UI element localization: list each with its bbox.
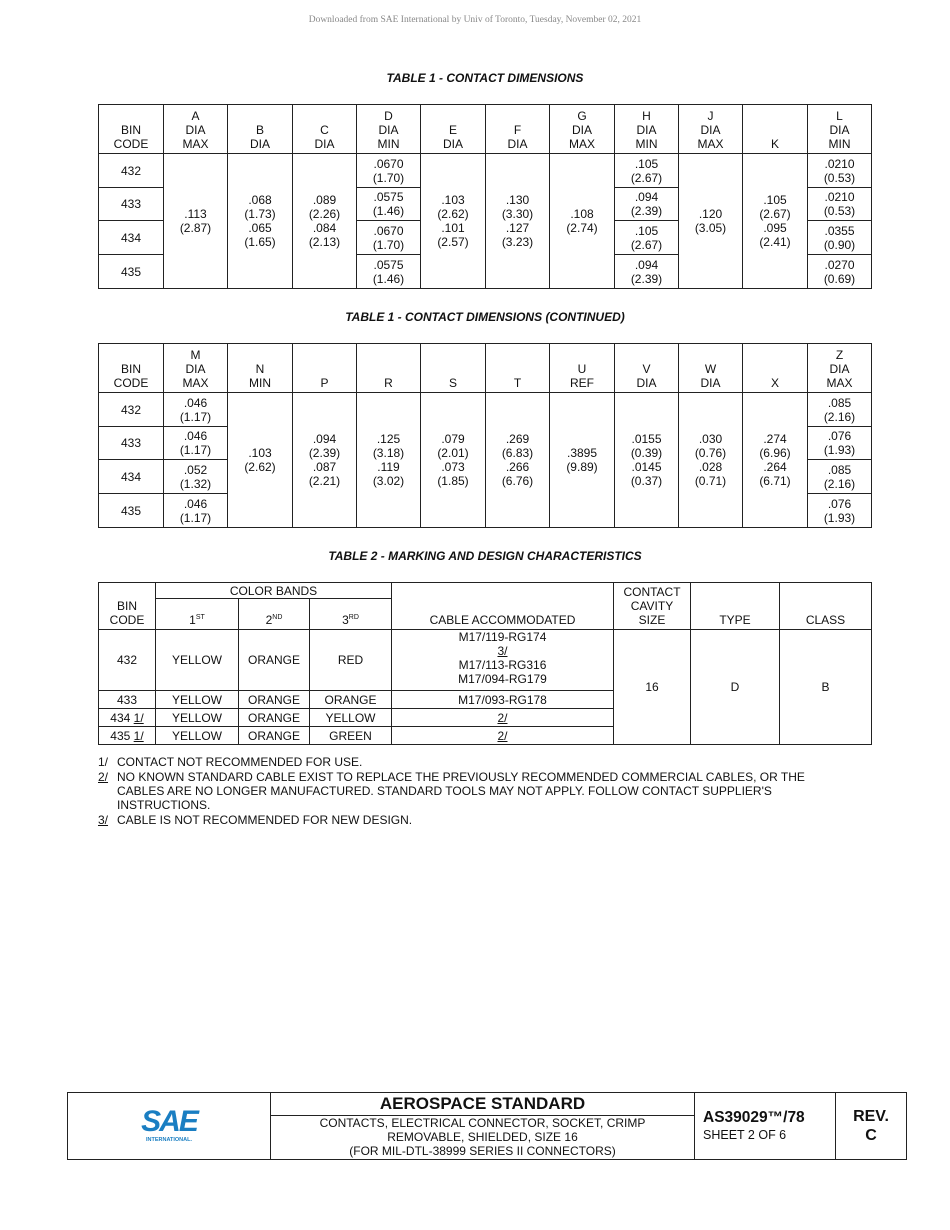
t1-b-value: .068 (1.73) .065 (1.65) (228, 154, 293, 289)
contact-class: B (780, 630, 872, 745)
notes (98, 755, 848, 827)
t1-hdr-c: C DIA (293, 105, 357, 154)
table1-header-row (99, 105, 872, 154)
band3-color: GREEN (310, 727, 392, 745)
t1c-hdr-w: W DIA (679, 344, 743, 393)
bin-code: 435 (99, 255, 164, 289)
t1-h-value: .094 (2.39) (615, 188, 679, 221)
t1-d-value: .0575 (1.46) (357, 255, 421, 289)
table1-contact-dimensions (98, 104, 872, 289)
cavity-size: 16 (614, 630, 691, 745)
t1c-w-value: .030 (0.76) .028 (0.71) (679, 393, 743, 528)
t1c-z-value: .085 (2.16) (808, 460, 872, 494)
band2-color: ORANGE (239, 709, 310, 727)
t1c-n-value: .103 (2.62) (228, 393, 293, 528)
t1-g-value: .108 (2.74) (550, 154, 615, 289)
t2-hdr-band1: 1ST (156, 599, 239, 630)
t1c-hdr-z: Z DIA MAX (808, 344, 872, 393)
band2-color: ORANGE (239, 630, 310, 691)
t2-hdr-cavity: CONTACT CAVITY SIZE (614, 583, 691, 630)
t1c-u-value: .3895 (9.89) (550, 393, 615, 528)
t1-j-value: .120 (3.05) (679, 154, 743, 289)
note-3: 3/ CABLE IS NOT RECOMMENDED FOR NEW DESIGN. (98, 813, 413, 827)
t2-hdr-cable: CABLE ACCOMMODATED (392, 583, 614, 630)
t1-l-value: .0210 (0.53) (808, 154, 872, 188)
table1-continued (98, 343, 872, 528)
download-notice: Downloaded from SAE International by Univ of Toronto, Tuesday, November 02, 2021 (308, 15, 642, 25)
standard-description: CONTACTS, ELECTRICAL CONNECTOR, SOCKET, CRIMP REMOVABLE, SHIELDED, SIZE 16 (FOR MIL-DTL-38999 SERIES II CONNECTORS) (271, 1116, 695, 1160)
bin-code: 435 1/ (99, 727, 156, 745)
t2-hdr-band3: 3RD (310, 599, 392, 630)
t1c-hdr-v: V DIA (615, 344, 679, 393)
bin-code: 432 (99, 393, 164, 427)
t1-hdr-a: A DIA MAX (164, 105, 228, 154)
t1c-hdr-bin: BIN CODE (99, 344, 164, 393)
band1-color: YELLOW (156, 709, 239, 727)
band3-color: ORANGE (310, 691, 392, 709)
t1-l-value: .0355 (0.90) (808, 221, 872, 255)
t1-h-value: .105 (2.67) (615, 154, 679, 188)
band2-color: ORANGE (239, 691, 310, 709)
bin-code: 435 (99, 494, 164, 528)
band2-color: ORANGE (239, 727, 310, 745)
t1-hdr-b: B DIA (228, 105, 293, 154)
bin-code: 433 (99, 691, 156, 709)
t1c-hdr-p: P (293, 344, 357, 393)
table2-marking-design (98, 582, 872, 745)
t1c-hdr-u: U REF (550, 344, 615, 393)
band3-color: RED (310, 630, 392, 691)
bin-code: 434 1/ (99, 709, 156, 727)
t1c-z-value: .076 (1.93) (808, 427, 872, 460)
t1c-m-value: .046 (1.17) (164, 494, 228, 528)
t1c-m-value: .052 (1.32) (164, 460, 228, 494)
t1-hdr-d: D DIA MIN (357, 105, 421, 154)
t2-hdr-band2: 2ND (239, 599, 310, 630)
t1-c-value: .089 (2.26) .084 (2.13) (293, 154, 357, 289)
t1-hdr-f: F DIA (486, 105, 550, 154)
contact-type: D (691, 630, 780, 745)
t1c-hdr-x: X (743, 344, 808, 393)
table-row (99, 393, 872, 427)
band1-color: YELLOW (156, 630, 239, 691)
cable-accommodated: M17/119-RG174 3/ M17/113-RG316 M17/094-RG179 (392, 630, 614, 691)
document-number: AS39029™/78 SHEET 2 OF 6 (695, 1093, 836, 1160)
t1-hdr-e: E DIA (421, 105, 486, 154)
t1-k-value: .105 (2.67) .095 (2.41) (743, 154, 808, 289)
t1c-hdr-t: T (486, 344, 550, 393)
revision: REV. C (836, 1093, 907, 1160)
t1c-s-value: .079 (2.01) .073 (1.85) (421, 393, 486, 528)
bin-code: 432 (99, 154, 164, 188)
sae-logo-mark (134, 1104, 204, 1144)
t1-d-value: .0670 (1.70) (357, 221, 421, 255)
table1c-header-row (99, 344, 872, 393)
cable-accommodated: M17/093-RG178 (392, 691, 614, 709)
note-ref: 1/ (133, 728, 144, 743)
bin-code: 434 (99, 460, 164, 494)
note-ref: 3/ (497, 644, 508, 658)
band3-color: YELLOW (310, 709, 392, 727)
title-block (67, 1092, 907, 1160)
t2-hdr-type: TYPE (691, 583, 780, 630)
table-row (99, 154, 872, 188)
note-2: 2/ NO KNOWN STANDARD CABLE EXIST TO REPLACE THE PREVIOUSLY RECOMMENDED COMMERCIAL CABLES, OR THE CABLES ARE NO LONGER MANUFACTURED. STANDARD TOOLS MAY NOT APPLY. FOLLOW CONTACT SUPPLIER'S INSTRUCTIONS. (98, 770, 805, 812)
t1c-r-value: .125 (3.18) .119 (3.02) (357, 393, 421, 528)
t1-hdr-k: K (743, 105, 808, 154)
cable-accommodated: 2/ (392, 709, 614, 727)
t1c-hdr-s: S (421, 344, 486, 393)
bin-code: 433 (99, 427, 164, 460)
revision-letter: C (865, 1127, 877, 1144)
sheet-number: SHEET 2 OF 6 (703, 1127, 787, 1142)
t1c-v-value: .0155 (0.39) .0145 (0.37) (615, 393, 679, 528)
t1-hdr-l: L DIA MIN (808, 105, 872, 154)
t1c-p-value: .094 (2.39) .087 (2.21) (293, 393, 357, 528)
t1-hdr-h: H DIA MIN (615, 105, 679, 154)
table1c-title: TABLE 1 - CONTACT DIMENSIONS (CONTINUED) (345, 310, 625, 324)
svg-text:INTERNATIONAL.: INTERNATIONAL. (145, 1136, 193, 1143)
bin-code: 434 (99, 221, 164, 255)
t1c-hdr-m: M DIA MAX (164, 344, 228, 393)
table-row (99, 630, 872, 691)
t1c-z-value: .076 (1.93) (808, 494, 872, 528)
t2-hdr-color-bands: COLOR BANDS (156, 583, 392, 599)
t1-f-value: .130 (3.30) .127 (3.23) (486, 154, 550, 289)
t1-l-value: .0210 (0.53) (808, 188, 872, 221)
t1c-t-value: .269 (6.83) .266 (6.76) (486, 393, 550, 528)
t1-hdr-bin: BIN CODE (99, 105, 164, 154)
t1c-hdr-n: N MIN (228, 344, 293, 393)
t2-hdr-class: CLASS (780, 583, 872, 630)
t1c-z-value: .085 (2.16) (808, 393, 872, 427)
t1-h-value: .105 (2.67) (615, 221, 679, 255)
bin-code: 432 (99, 630, 156, 691)
table2-title: TABLE 2 - MARKING AND DESIGN CHARACTERISTICS (328, 549, 642, 563)
table1-title: TABLE 1 - CONTACT DIMENSIONS (386, 71, 584, 85)
t1c-m-value: .046 (1.17) (164, 393, 228, 427)
t1-h-value: .094 (2.39) (615, 255, 679, 289)
standard-title: AEROSPACE STANDARD (271, 1093, 695, 1116)
note-ref: 1/ (133, 710, 144, 725)
t1c-m-value: .046 (1.17) (164, 427, 228, 460)
svg-text:SAE: SAE (141, 1104, 197, 1138)
cable-accommodated: 2/ (392, 727, 614, 745)
t1-hdr-g: G DIA MAX (550, 105, 615, 154)
t1-e-value: .103 (2.62) .101 (2.57) (421, 154, 486, 289)
bin-code: 433 (99, 188, 164, 221)
t1c-hdr-r: R (357, 344, 421, 393)
sae-logo (68, 1093, 271, 1160)
note-1: 1/ CONTACT NOT RECOMMENDED FOR USE. (98, 755, 363, 769)
t1-hdr-j: J DIA MAX (679, 105, 743, 154)
t1-d-value: .0575 (1.46) (357, 188, 421, 221)
band1-color: YELLOW (156, 727, 239, 745)
t1-a-value: .113 (2.87) (164, 154, 228, 289)
t1-d-value: .0670 (1.70) (357, 154, 421, 188)
t1c-x-value: .274 (6.96) .264 (6.71) (743, 393, 808, 528)
band1-color: YELLOW (156, 691, 239, 709)
t2-hdr-bin: BIN CODE (99, 583, 156, 630)
t1-l-value: .0270 (0.69) (808, 255, 872, 289)
table2-header-row-1 (99, 583, 872, 599)
